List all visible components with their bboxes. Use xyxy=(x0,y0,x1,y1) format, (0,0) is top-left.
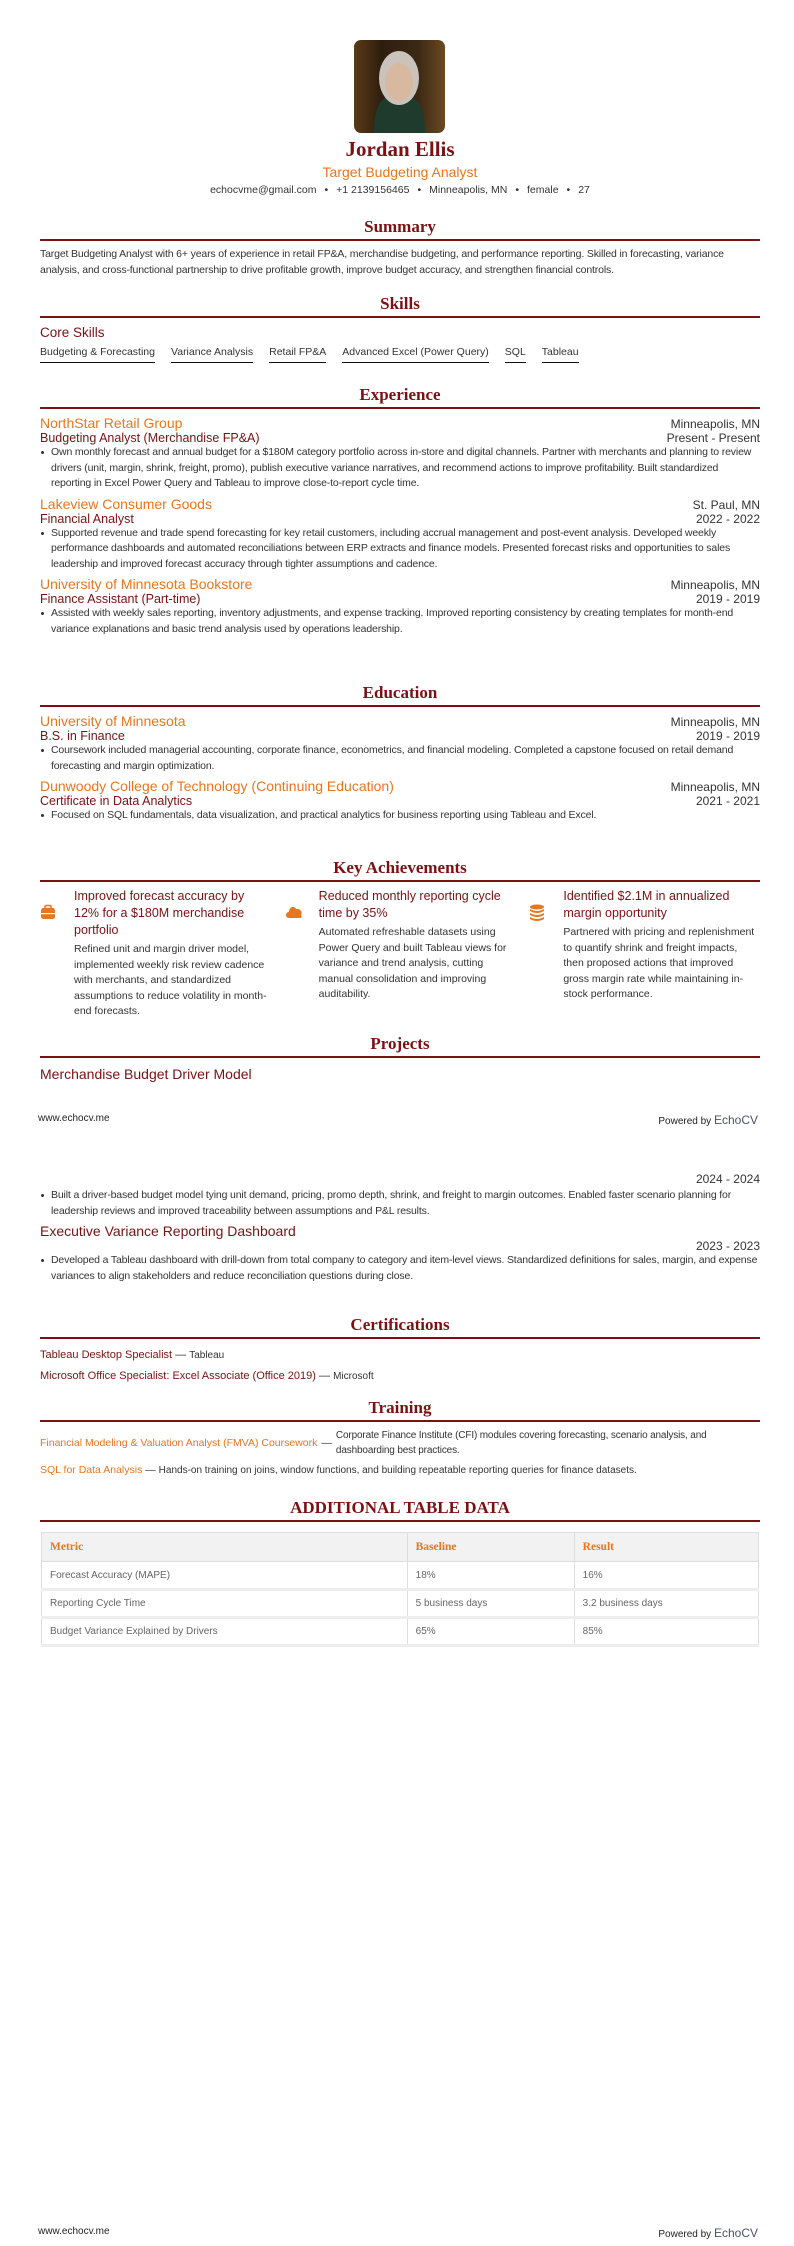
page-footer xyxy=(38,1113,758,1127)
job-dates: 2019 - 2019 xyxy=(695,592,760,606)
achievements-section xyxy=(40,858,760,1020)
section-divider xyxy=(40,239,760,241)
skill-tag: Tableau xyxy=(542,346,579,363)
section-heading: Projects xyxy=(370,1034,430,1053)
section-heading: Education xyxy=(362,683,438,702)
profile-photo xyxy=(354,40,445,133)
achievement-item xyxy=(529,888,760,1020)
skills-group-title: Core Skills xyxy=(40,325,105,340)
school-location: Minneapolis, MN xyxy=(670,715,760,729)
section-heading: Summary xyxy=(364,217,436,236)
briefcase-icon xyxy=(40,888,62,1020)
table-cell: 65% xyxy=(407,1618,574,1646)
section-heading: Experience xyxy=(359,385,441,404)
contact-line xyxy=(40,184,760,196)
candidate-name: Jordan Ellis xyxy=(345,137,455,161)
candidate-title: Target Budgeting Analyst xyxy=(322,164,478,180)
project-bullet: Built a driver-based budget model tying unit demand, pricing, promo depth, shrink, and freight to margin outcomes. Enabled faster scenario planning for leadership reviews and improved traceability between assumptions and P&L results. xyxy=(40,1188,760,1219)
project-bullet: Developed a Tableau dashboard with drill-down from total company to category and item-level views. Standardized definitions for sales, margin, and expense variances to align stakeholders and reduce reconciliation questions during close. xyxy=(40,1253,760,1284)
project-title: Merchandise Budget Driver Model xyxy=(40,1066,252,1082)
job-location: Minneapolis, MN xyxy=(670,578,760,592)
experience-entry xyxy=(40,496,760,573)
job-role: Finance Assistant (Part-time) xyxy=(40,592,201,606)
summary-section xyxy=(40,217,760,278)
experience-entry xyxy=(40,415,760,492)
training-description: Hands-on training on joins, window functions, and building repeatable reporting queries for finance datasets. xyxy=(158,1465,637,1476)
job-location: St. Paul, MN xyxy=(692,497,760,512)
section-divider xyxy=(40,1056,760,1058)
additional-table-section xyxy=(40,1498,760,1647)
footer-powered-label: Powered by xyxy=(658,2229,712,2240)
table-cell: 18% xyxy=(407,1562,574,1590)
school-name: Dunwoody College of Technology (Continuing Education) xyxy=(40,778,394,794)
section-heading: Key Achievements xyxy=(333,858,467,877)
company-name: University of Minnesota Bookstore xyxy=(40,576,253,592)
section-heading: Skills xyxy=(380,294,420,313)
section-divider xyxy=(40,1420,760,1422)
table-cell: 3.2 business days xyxy=(574,1590,758,1618)
table-cell: Reporting Cycle Time xyxy=(42,1590,408,1618)
section-heading: Certifications xyxy=(350,1315,450,1334)
training-name: Financial Modeling & Valuation Analyst (FMVA) Coursework xyxy=(40,1437,318,1449)
cloud-icon xyxy=(285,888,307,1020)
section-divider xyxy=(40,316,760,318)
training-description: Corporate Finance Institute (CFI) modules covering forecasting, scenario analysis, and dashboarding best practices. xyxy=(335,1430,707,1456)
education-bullet: Focused on SQL fundamentals, data visualization, and practical analytics for business reporting using Tableau and Excel. xyxy=(40,808,760,824)
table-cell: 5 business days xyxy=(407,1590,574,1618)
achievement-title: Identified $2.1M in annualized margin opportunity xyxy=(563,889,730,920)
section-heading: Training xyxy=(368,1398,432,1417)
column-header: Result xyxy=(574,1533,758,1562)
projects-section xyxy=(40,1034,760,1082)
section-divider xyxy=(40,1520,760,1522)
achievement-title: Reduced monthly reporting cycle time by 35% xyxy=(318,889,501,920)
separator-dot: • xyxy=(417,184,422,196)
training-section xyxy=(40,1398,760,1476)
contact-email[interactable]: echocvme@gmail.com xyxy=(210,184,317,196)
page-footer xyxy=(38,2226,758,2240)
separator-dot: • xyxy=(566,184,571,196)
project-dates: 2023 - 2023 xyxy=(695,1239,760,1253)
footer-powered-label: Powered by xyxy=(658,1116,712,1127)
section-divider xyxy=(40,705,760,707)
certifications-section xyxy=(40,1315,760,1387)
summary-text: Target Budgeting Analyst with 6+ years of experience in retail FP&A, merchandise budgeting, and performance reporting. Skilled in forecasting, variance analysis, and cross-functional partnership to drive profitable growth, improve budget accuracy, and strengthen financial controls. xyxy=(40,248,724,276)
project-title: Executive Variance Reporting Dashboard xyxy=(40,1223,296,1239)
contact-age: 27 xyxy=(578,184,590,196)
job-bullet: Supported revenue and trade spend forecasting for key retail customers, including accrual management and post-event analysis. Developed weekly performance dashboards and automated reconciliations between ERP extracts and finance models. Presented forecast risks and opportunities to sales leadership and improved forecast accuracy through tighter assumptions and cadence. xyxy=(40,526,760,573)
separator-dot: • xyxy=(515,184,520,196)
footer-brand[interactable]: EchoCV xyxy=(713,2226,758,2240)
training-item: Financial Modeling & Valuation Analyst (FMVA) Coursework — Corporate Finance Institute (CFI) modules covering forecasting, scenario analysis, and dashboarding best practices. xyxy=(40,1428,760,1458)
skills-section xyxy=(40,294,760,363)
achievement-title: Improved forecast accuracy by 12% for a $180M merchandise portfolio xyxy=(74,889,245,937)
skill-tag: Advanced Excel (Power Query) xyxy=(342,346,488,363)
education-section xyxy=(40,683,760,824)
certification-item: Tableau Desktop Specialist — Tableau xyxy=(40,1349,225,1361)
section-heading: ADDITIONAL TABLE DATA xyxy=(290,1498,510,1517)
training-item: SQL for Data Analysis — Hands-on training on joins, window functions, and building repeatable reporting queries for finance datasets. xyxy=(40,1464,637,1476)
achievement-item xyxy=(40,888,271,1020)
footer-brand[interactable]: EchoCV xyxy=(713,1113,758,1127)
job-role: Budgeting Analyst (Merchandise FP&A) xyxy=(40,431,260,445)
table-row xyxy=(42,1618,759,1646)
education-dates: 2019 - 2019 xyxy=(695,729,760,743)
achievement-description: Automated refreshable datasets using Power Query and built Tableau views for variance and trend analysis, cutting manual consolidation and improving auditability. xyxy=(318,926,507,1000)
degree: Certificate in Data Analytics xyxy=(40,794,193,808)
skill-tag: Budgeting & Forecasting xyxy=(40,346,155,363)
job-dates: Present - Present xyxy=(666,431,760,445)
footer-site-link[interactable]: www.echocv.me xyxy=(38,1113,110,1124)
certification-name: Microsoft Office Specialist: Excel Associate (Office 2019) xyxy=(40,1370,316,1382)
section-divider xyxy=(40,1337,760,1339)
table-cell: Forecast Accuracy (MAPE) xyxy=(42,1562,408,1590)
school-location: Minneapolis, MN xyxy=(670,780,760,794)
table-header-row xyxy=(42,1533,759,1562)
degree: B.S. in Finance xyxy=(40,729,125,743)
contact-location: Minneapolis, MN xyxy=(429,184,508,196)
table-row xyxy=(42,1562,759,1590)
table-cell: 85% xyxy=(574,1618,758,1646)
achievement-item xyxy=(285,888,516,1020)
education-bullet: Coursework included managerial accounting, corporate finance, econometrics, and financial modeling. Completed a capstone focused on retail demand forecasting and margin optimization. xyxy=(40,743,760,774)
certification-issuer: Tableau xyxy=(189,1350,225,1361)
certification-name: Tableau Desktop Specialist xyxy=(40,1349,173,1361)
job-bullet: Assisted with weekly sales reporting, inventory adjustments, and expense tracking. Improved reporting consistency by creating templates for month-end variance explanations and basic trend analysis used by operations leadership. xyxy=(40,606,760,637)
company-name: Lakeview Consumer Goods xyxy=(40,495,212,512)
achievement-description: Partnered with pricing and replenishment to quantify shrink and freight impacts, then proposed actions that improved gross margin rate while maintaining in-stock performance. xyxy=(563,926,755,1000)
table-cell: 16% xyxy=(574,1562,758,1590)
job-role: Financial Analyst xyxy=(40,511,134,526)
skill-tag: Variance Analysis xyxy=(171,346,253,363)
section-divider xyxy=(40,407,760,409)
projects-continued xyxy=(40,1172,760,1284)
skill-tag: SQL xyxy=(505,346,526,363)
metrics-table xyxy=(41,1532,759,1647)
separator-dot: • xyxy=(324,184,329,196)
column-header: Metric xyxy=(42,1533,408,1562)
training-name: SQL for Data Analysis xyxy=(40,1464,143,1476)
contact-gender: female xyxy=(527,184,559,196)
job-location: Minneapolis, MN xyxy=(670,417,760,431)
education-dates: 2021 - 2021 xyxy=(695,794,760,808)
project-dates: 2024 - 2024 xyxy=(695,1172,760,1186)
education-entry xyxy=(40,778,760,824)
certification-item: Microsoft Office Specialist: Excel Associate (Office 2019) — Microsoft xyxy=(40,1370,374,1382)
skill-tag: Retail FP&A xyxy=(269,346,326,363)
contact-phone[interactable]: +1 2139156465 xyxy=(336,184,410,196)
footer-site-link[interactable]: www.echocv.me xyxy=(38,2226,110,2237)
experience-entry xyxy=(40,576,760,637)
certification-issuer: Microsoft xyxy=(333,1371,374,1382)
job-dates: 2022 - 2022 xyxy=(695,511,760,526)
school-name: University of Minnesota xyxy=(40,713,186,729)
section-divider xyxy=(40,880,760,882)
company-name: NorthStar Retail Group xyxy=(40,415,183,431)
table-cell: Budget Variance Explained by Drivers xyxy=(42,1618,408,1646)
column-header: Baseline xyxy=(407,1533,574,1562)
achievement-description: Refined unit and margin driver model, implemented weekly risk review cadence with merchants, and standardized assumptions to reduce volatility in month-end forecasts. xyxy=(74,943,267,1017)
coins-icon xyxy=(529,888,551,1020)
table-row xyxy=(42,1590,759,1618)
education-entry xyxy=(40,713,760,774)
experience-section xyxy=(40,385,760,637)
job-bullet: Own monthly forecast and annual budget for a $180M category portfolio across in-store and digital channels. Partner with merchants and planning to review drivers (unit, margin, shrink, freight, promo), publish executive variance narratives, and recommend actions to improve profitability. Built standardized reporting in Excel Power Query and Tableau to improve close-to-report cycle time. xyxy=(40,445,760,492)
